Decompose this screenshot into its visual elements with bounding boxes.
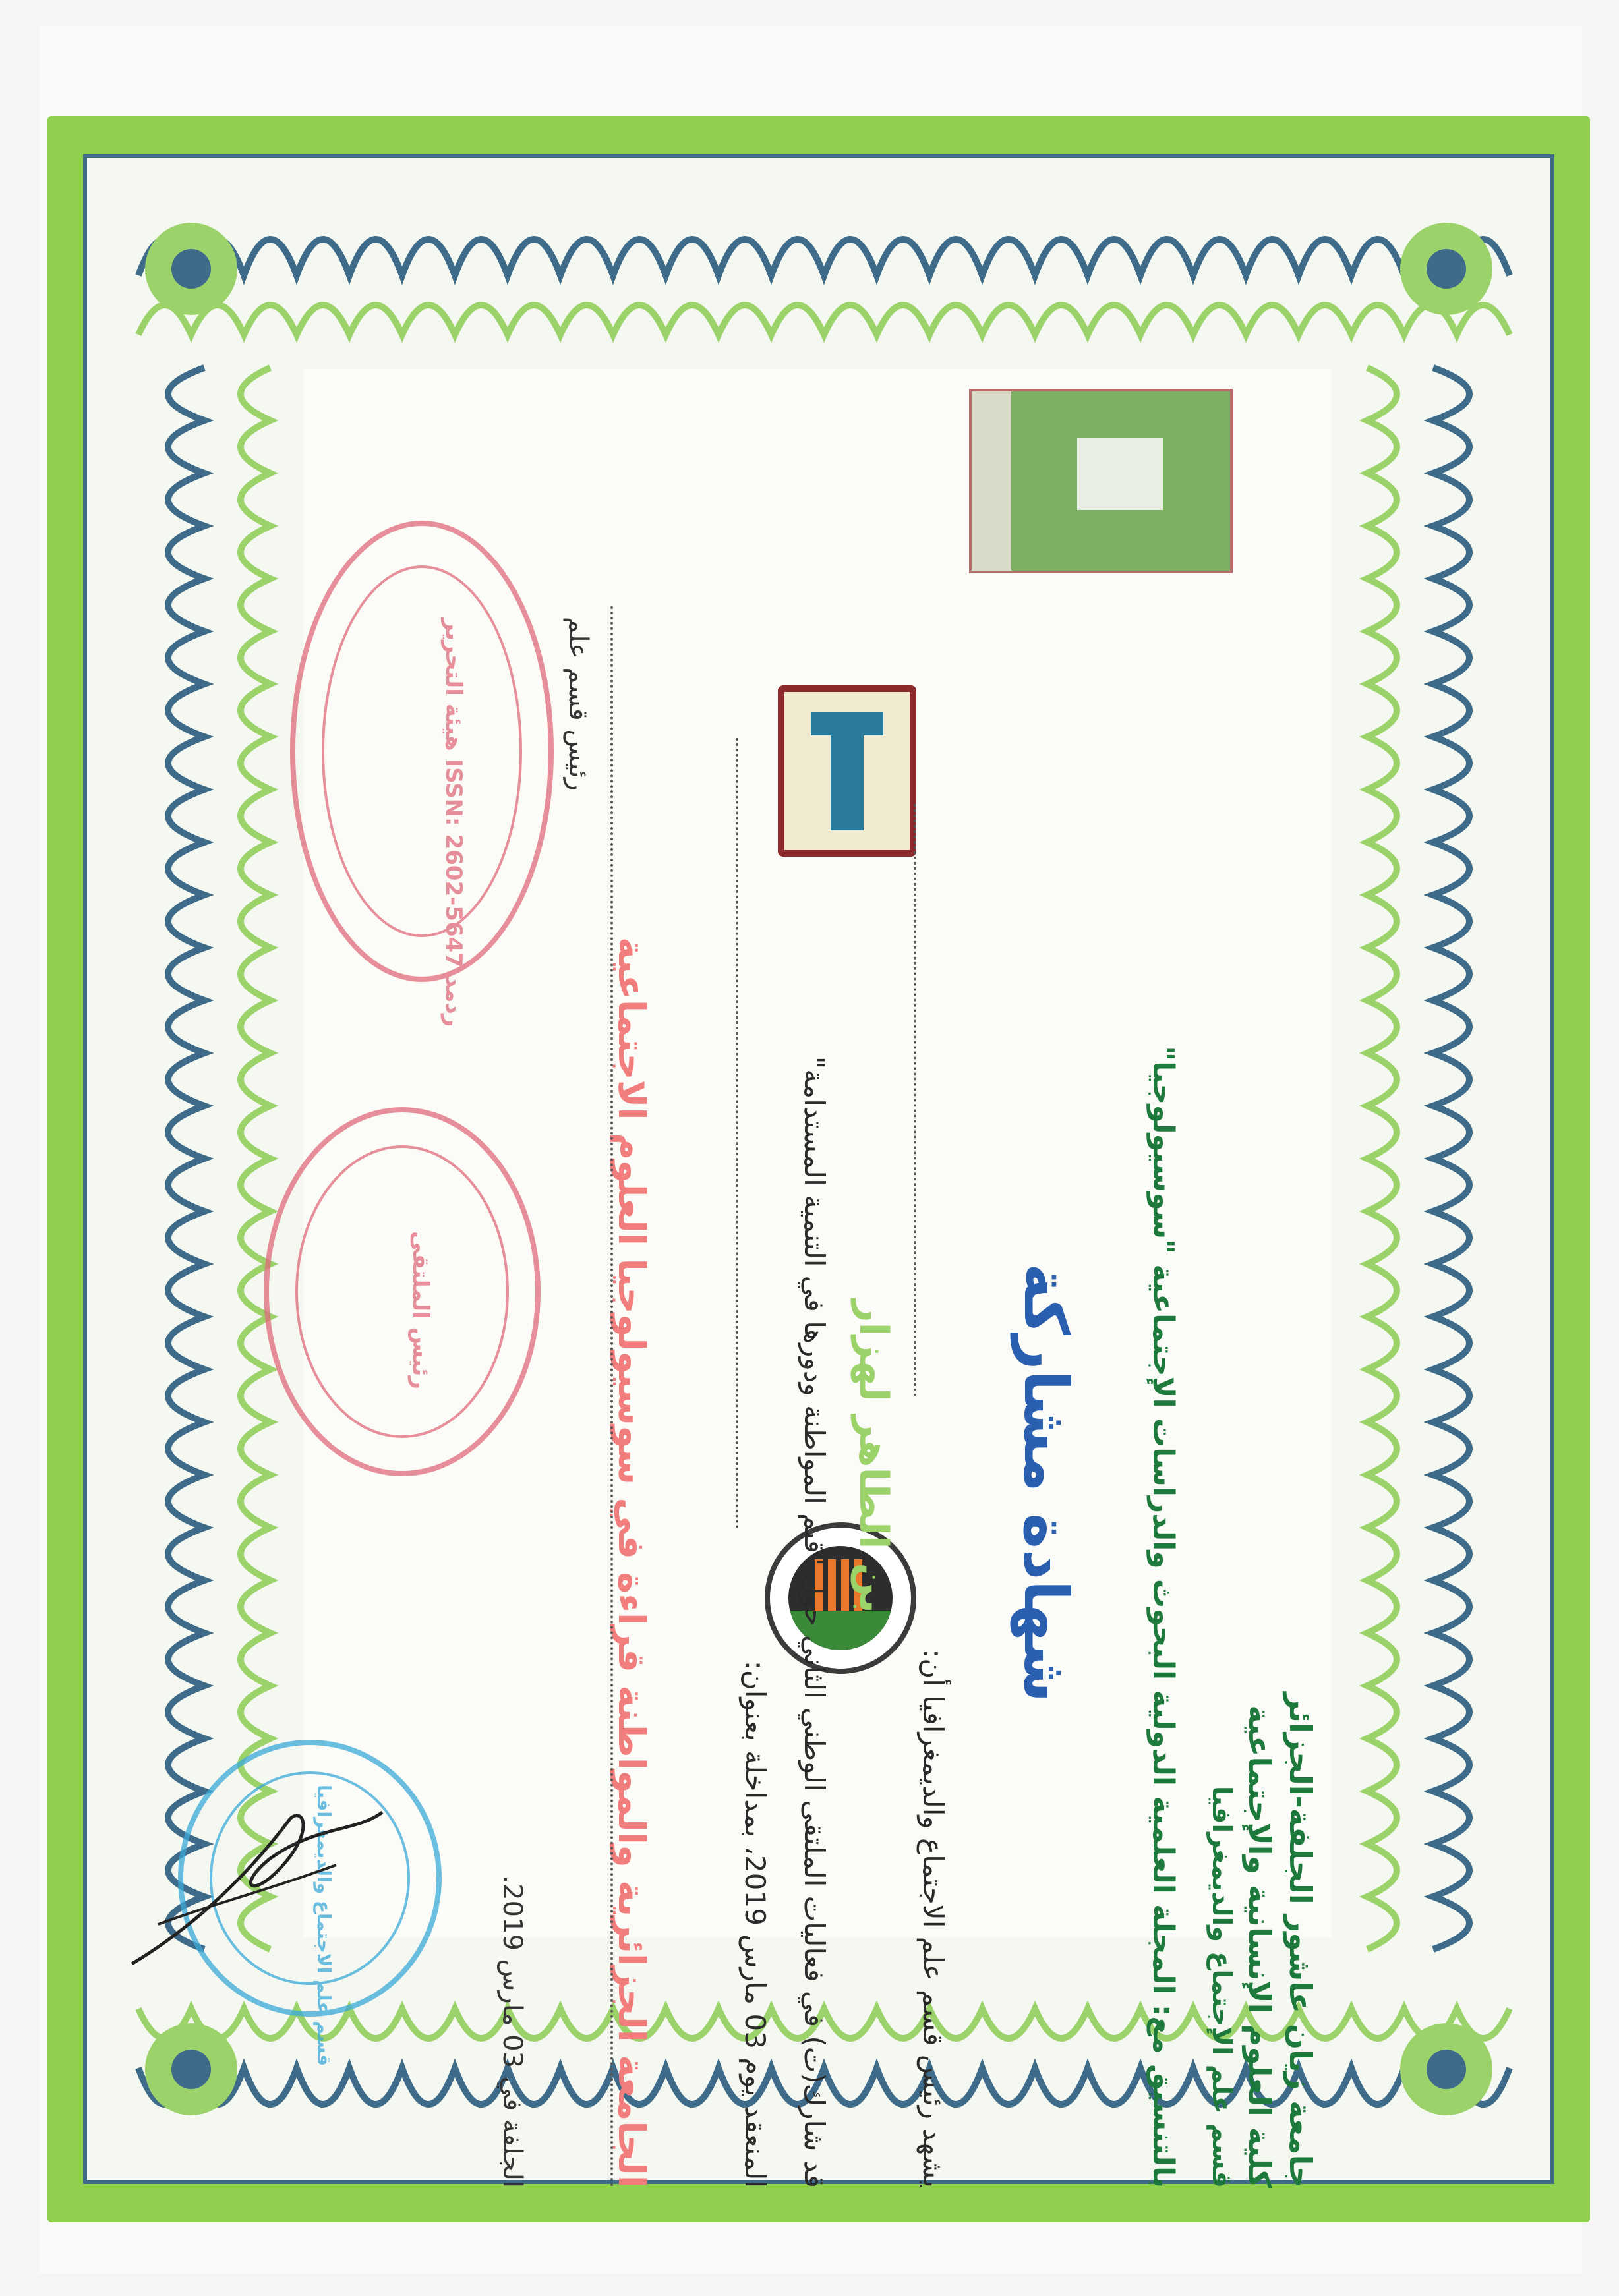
conference-stamp-text: رئيس الملتقى (407, 1231, 434, 1389)
attestation-line: يشهد رئيس قسم علم الاجتماع والديمغرافيا أن: (917, 1649, 949, 2188)
dotted-line-3 (610, 606, 613, 2188)
coordination-label: بالتنسيق مع: (1146, 2004, 1180, 2188)
journal-stamp-text: هيئة التحرير ISSN: 2602-5647 ردمد (440, 618, 467, 1027)
conference-stamp (264, 1107, 541, 1476)
place-date: الجلفة في 03 مارس 2019. (497, 1875, 527, 2188)
journal-stamp (290, 521, 554, 1027)
signature (119, 1793, 396, 1990)
dotted-line-1 (914, 804, 916, 1397)
signer-title: رئيس قسم علم (563, 616, 593, 791)
certificate-title: شهادة مشاركة (1011, 1263, 1081, 1703)
department-stamp-text: قسم علم الاجتماع والديمغرافيا (313, 1785, 335, 2067)
faculty-name: كلية العلوم الإنسانية والإجتماعية (1242, 1705, 1278, 2188)
conference-date-line: المنعقد يوم 03 مارس 2019، بمداخلة بعنوان: (739, 1660, 771, 2188)
journal-name: المجلة العلمية الدولية البحوث والدراسات الإجتماعية "سوسيولوجيا" (1146, 1046, 1180, 1995)
department-name: قسم علم الإجتماع والديمغرافيا (1206, 1785, 1237, 2188)
paper-title: الجامعة الجزائرية والمواطنة قراءة في سوسيولوجيا العلوم الاجتماعية (610, 936, 653, 2188)
university-name: جامعة زيان عاشور الجلفة-الجزائر (1283, 1692, 1318, 2188)
participant-name: بن الطاهر لهزار (850, 1300, 897, 1613)
participation-line: قد شارك(ت) في فعاليات الملتقى الوطني الثاني حول "قيم المواطنة ودورها في التنمية المستدامة" (798, 1056, 831, 2188)
dotted-line-2 (736, 738, 738, 1529)
coordination-line (1146, 474, 1180, 2188)
